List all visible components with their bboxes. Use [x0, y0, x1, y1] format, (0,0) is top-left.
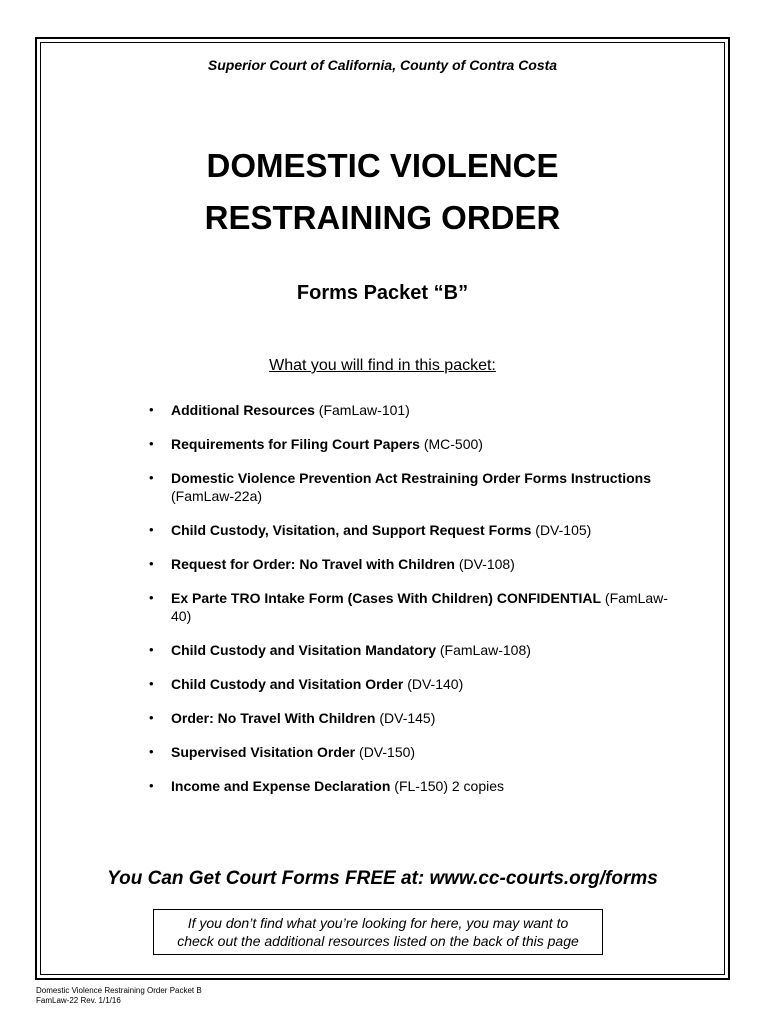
item-form-code: (DV-140)	[403, 676, 464, 692]
list-item	[149, 435, 669, 453]
note-line-1: If you don’t find what you’re looking for here, you may want to	[187, 915, 569, 931]
item-form-code: (FamLaw-101)	[314, 402, 410, 418]
bullet-icon: •	[149, 710, 154, 725]
court-name: Superior Court of California, County of Contra Costa	[207, 57, 558, 73]
item-form-code: (DV-108)	[454, 556, 515, 572]
title-line-1: DOMESTIC VIOLENCE	[206, 147, 559, 184]
bullet-icon: •	[149, 556, 154, 571]
item-name: Domestic Violence Prevention Act Restraining Order Forms Instructions	[171, 470, 652, 486]
item-form-code: (FL-150) 2 copies	[390, 778, 505, 794]
packet-subtitle: Forms Packet “B”	[296, 282, 469, 304]
bullet-icon: •	[149, 402, 154, 417]
bullet-icon: •	[149, 744, 154, 759]
item-name: Income and Expense Declaration	[171, 778, 391, 794]
bullet-icon: •	[149, 778, 154, 793]
list-item	[149, 743, 669, 761]
item-name: Order: No Travel With Children	[171, 710, 376, 726]
item-form-code: (FamLaw-22a)	[171, 488, 263, 504]
list-item	[149, 555, 669, 573]
additional-resources-note	[153, 909, 603, 955]
item-name: Child Custody, Visitation, and Support Request Forms	[171, 522, 532, 538]
page-footer	[36, 986, 202, 1006]
list-item	[149, 521, 669, 539]
item-form-code: (DV-105)	[531, 522, 592, 538]
bullet-icon: •	[149, 470, 154, 485]
bullet-icon: •	[149, 436, 154, 451]
item-form-code: (FamLaw-108)	[435, 642, 531, 658]
item-form-code: (DV-150)	[355, 744, 416, 760]
item-name: Requirements for Filing Court Papers	[171, 436, 420, 452]
bullet-icon: •	[149, 590, 154, 605]
list-item	[149, 401, 669, 419]
list-item	[149, 589, 669, 625]
item-name: Child Custody and Visitation Mandatory	[171, 642, 436, 658]
list-item	[149, 675, 669, 693]
free-forms-line: You Can Get Court Forms FREE at: www.cc-courts.org/forms	[107, 868, 658, 889]
bullet-icon: •	[149, 522, 154, 537]
list-item	[149, 469, 669, 505]
item-form-code: (FamLaw-40)	[171, 590, 668, 624]
item-name: Request for Order: No Travel with Children	[171, 556, 455, 572]
packet-contents-list	[149, 401, 669, 811]
footer-line-2: FamLaw-22 Rev. 1/1/16	[36, 996, 121, 1005]
list-item	[149, 777, 669, 795]
page-border	[35, 37, 730, 980]
list-item	[149, 641, 669, 659]
item-name: Ex Parte TRO Intake Form (Cases With Children) CONFIDENTIAL	[171, 590, 602, 606]
footer-line-1: Domestic Violence Restraining Order Packet B	[36, 986, 202, 995]
bullet-icon: •	[149, 642, 154, 657]
item-name: Additional Resources	[171, 402, 315, 418]
item-name: Supervised Visitation Order	[171, 744, 356, 760]
item-form-code: (MC-500)	[419, 436, 483, 452]
bullet-icon: •	[149, 676, 154, 691]
packet-contents-heading: What you will find in this packet:	[269, 357, 496, 374]
list-item	[149, 709, 669, 727]
item-form-code: (DV-145)	[375, 710, 436, 726]
note-line-2: check out the additional resources listed on the back of this page	[177, 933, 579, 949]
item-name: Child Custody and Visitation Order	[171, 676, 404, 692]
title-line-2: RESTRAINING ORDER	[204, 199, 561, 236]
